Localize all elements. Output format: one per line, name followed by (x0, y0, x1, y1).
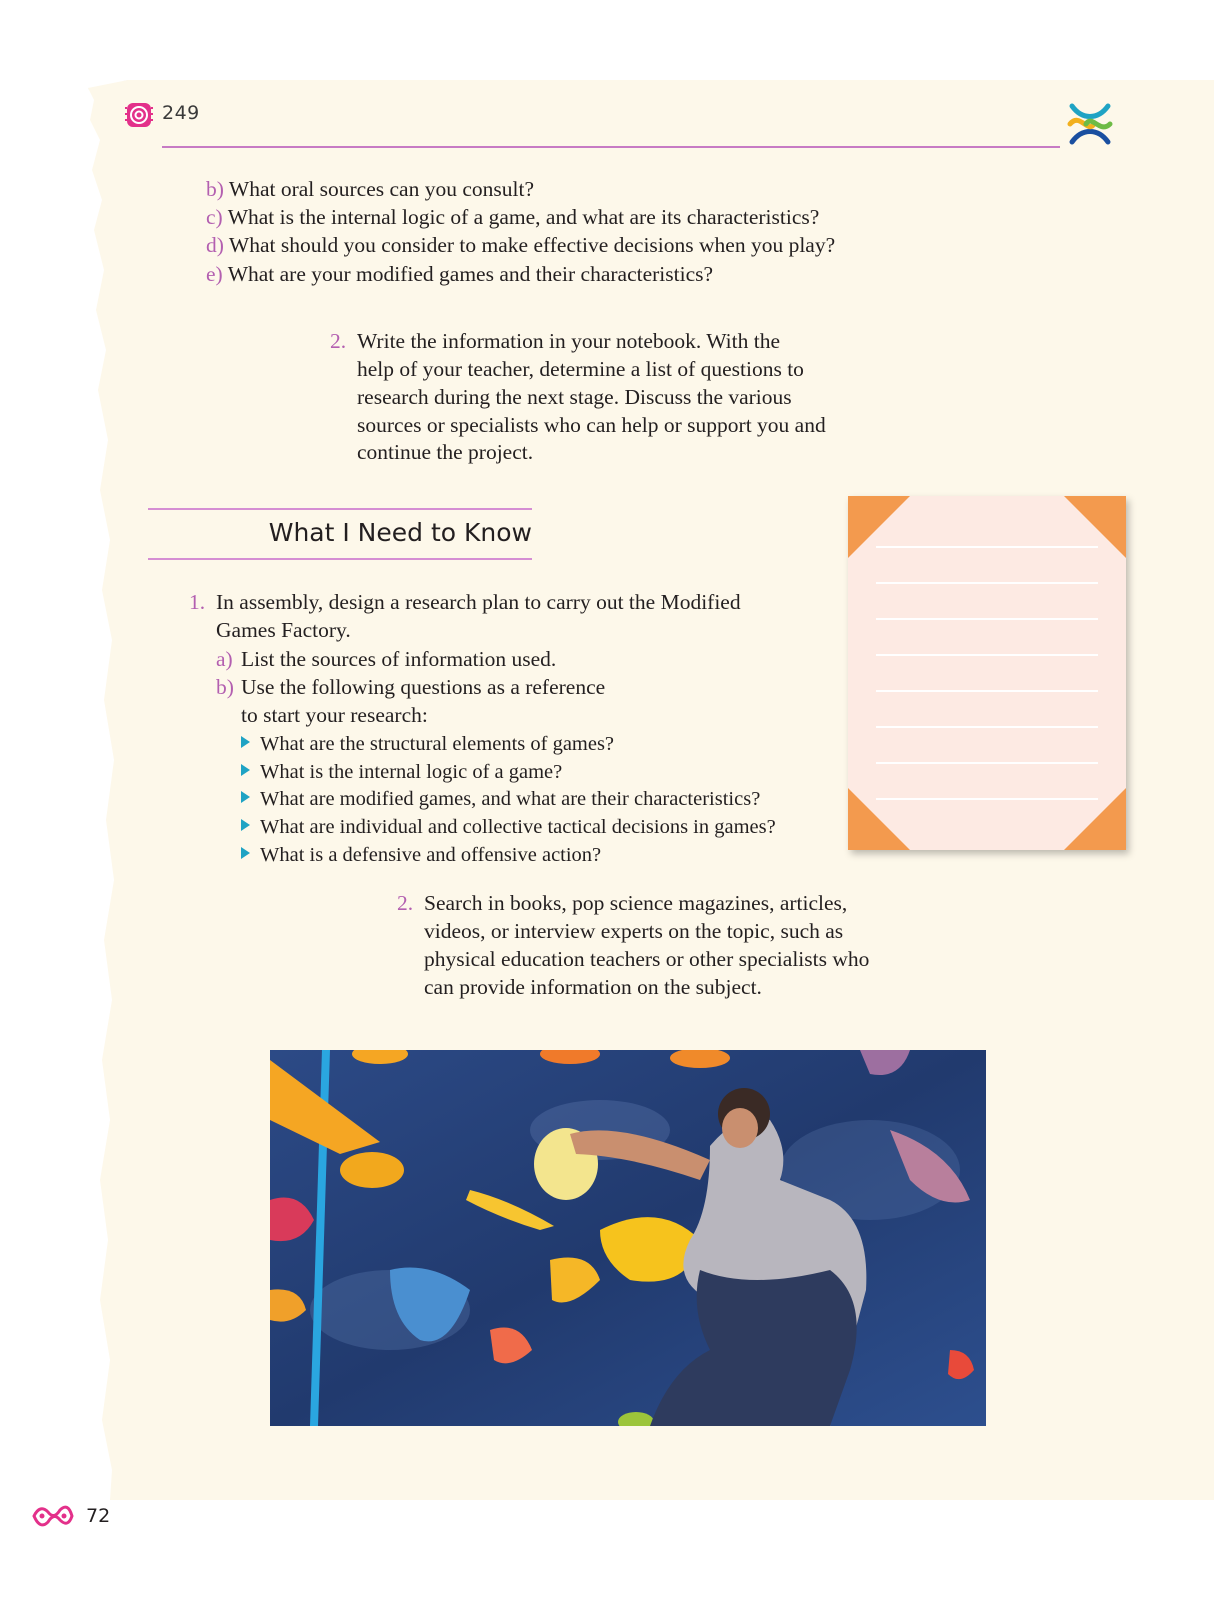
intro-question-e (206, 260, 713, 288)
page-number-bottom: 72 (86, 1505, 111, 1527)
bullet-item (241, 813, 776, 841)
triangle-bullet-icon (241, 764, 250, 776)
question-text: What oral sources can you consult? (228, 177, 534, 201)
triangle-bullet-icon (241, 736, 250, 748)
section-title-box (148, 508, 532, 560)
step2-bottom-line-3: physical education teachers or other specialists who (424, 947, 870, 971)
aztec-glyph-icon (124, 100, 154, 130)
note-line (876, 690, 1098, 692)
step2-bottom-line-4: can provide information on the subject. (424, 975, 762, 999)
step2-top-line-1: Write the information in your notebook. With the (357, 329, 781, 353)
intro-question-c (206, 203, 819, 231)
step1-line-2: Games Factory. (216, 618, 351, 642)
step1-b-marker: b) (216, 675, 234, 699)
bullet-item (241, 730, 614, 758)
step2-bottom-line-2: videos, or interview experts on the topic, such as (424, 919, 844, 943)
photo-corner (1064, 496, 1126, 558)
item-marker: c) (206, 205, 223, 229)
intro-question-b (206, 175, 534, 203)
item-marker: b) (206, 177, 224, 201)
question-text: What is the internal logic of a game, and what are its characteristics? (227, 205, 820, 229)
step1-b-line-1: Use the following questions as a reference (241, 675, 606, 699)
note-line (876, 654, 1098, 656)
note-line (876, 762, 1098, 764)
note-line (876, 582, 1098, 584)
step1-line-1: In assembly, design a research plan to carry out the Modified (216, 590, 741, 614)
climbing-wall-photo (270, 1050, 986, 1426)
section-title: What I Need to Know (268, 518, 532, 547)
step1-marker: 1. (189, 590, 206, 614)
bullet-text: What are modified games, and what are their characteristics? (260, 788, 761, 810)
step2-top-line-4: sources or specialists who can help or support you and (357, 413, 826, 437)
bullet-text: What is a defensive and offensive action? (260, 844, 602, 866)
question-text: What are your modified games and their characteristics? (227, 262, 714, 286)
step2-top-marker: 2. (330, 329, 347, 353)
triangle-bullet-icon (241, 819, 250, 831)
bullet-text: What are the structural elements of games? (260, 733, 615, 755)
page-number-top: 249 (162, 102, 200, 124)
step1-b-line-2: to start your research: (241, 703, 428, 727)
triangle-bullet-icon (241, 847, 250, 859)
question-text: What should you consider to make effective decisions when you play? (228, 233, 836, 257)
step1-a-marker: a) (216, 647, 233, 671)
step2-bottom-marker: 2. (397, 891, 414, 915)
step2-top-line-2: help of your teacher, determine a list of questions to (357, 357, 804, 381)
decorative-glyph-icon (30, 1502, 76, 1530)
item-marker: d) (206, 233, 224, 257)
note-line (876, 546, 1098, 548)
step2-top-line-3: research during the next stage. Discuss the various (357, 385, 792, 409)
item-marker: e) (206, 262, 223, 286)
bullet-item (241, 758, 562, 786)
bullet-text: What are individual and collective tactical decisions in games? (260, 816, 776, 838)
note-line (876, 618, 1098, 620)
note-line (876, 726, 1098, 728)
bullet-item (241, 785, 760, 813)
bullet-text: What is the internal logic of a game? (260, 761, 563, 783)
note-line (876, 798, 1098, 800)
step2-top-line-5: continue the project. (357, 440, 534, 464)
interlocking-logo-icon (1064, 98, 1116, 150)
triangle-bullet-icon (241, 791, 250, 803)
photo-corner (848, 496, 910, 558)
note-card (848, 496, 1126, 850)
step2-bottom-line-1: Search in books, pop science magazines, articles, (424, 891, 848, 915)
intro-question-d (206, 231, 835, 259)
header-rule (162, 146, 1060, 148)
bullet-item (241, 841, 601, 869)
step1-a-text: List the sources of information used. (241, 647, 557, 671)
